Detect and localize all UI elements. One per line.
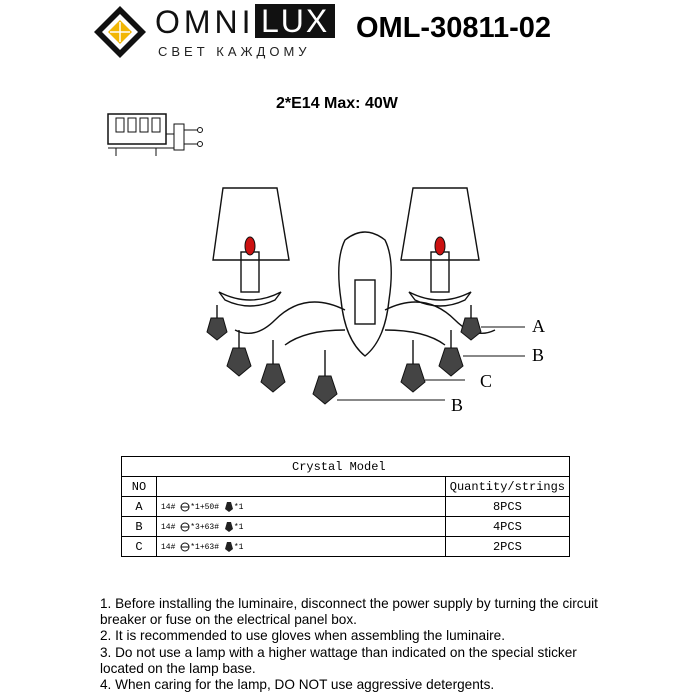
callout-b-lower: B	[451, 395, 464, 415]
model-post: *1	[233, 502, 244, 512]
model-mid: *1+63#	[190, 542, 220, 552]
pendant-crystal-icon	[224, 501, 234, 513]
row-qty: 4PCS	[445, 517, 569, 537]
row-model	[157, 537, 446, 557]
safety-instructions	[100, 596, 600, 693]
table-row	[122, 517, 570, 537]
model-pre: 14#	[161, 522, 176, 532]
brand-tagline: СВЕТ КАЖДОМУ	[158, 44, 311, 59]
table-header-row	[122, 477, 570, 497]
model-pre: 14#	[161, 502, 176, 512]
row-no: C	[122, 537, 157, 557]
table-title: Crystal Model	[122, 457, 570, 477]
row-qty: 8PCS	[445, 497, 569, 517]
wiring-schematic-icon	[106, 112, 206, 158]
model-pre: 14#	[161, 542, 176, 552]
row-no: B	[122, 517, 157, 537]
model-code: OML-30811-02	[356, 12, 552, 44]
instruction-item: 1. Before installing the luminaire, disconnect the power supply by turning the circuit breaker or fuse on the electrical panel box.	[100, 596, 598, 628]
callout-c: C	[480, 371, 493, 391]
instruction-item: 2. It is recommended to use gloves when assembling the luminaire.	[100, 628, 505, 644]
crystal-table	[121, 456, 570, 557]
column-header-no: NO	[122, 477, 157, 497]
brand-name-lux: LUX	[255, 4, 335, 38]
column-header-quantity: Quantity/strings	[445, 477, 569, 497]
row-no: A	[122, 497, 157, 517]
pendant-crystal-icon	[224, 541, 234, 553]
model-mid: *1+50#	[190, 502, 220, 512]
callout-b: B	[532, 345, 545, 365]
brand-name-omni: OMNI	[155, 4, 255, 40]
omnilux-logo-icon	[92, 4, 148, 60]
row-model	[157, 497, 446, 517]
round-bead-icon	[180, 501, 190, 513]
table-row	[122, 537, 570, 557]
round-bead-icon	[180, 541, 190, 553]
row-qty: 2PCS	[445, 537, 569, 557]
model-post: *1	[233, 542, 244, 552]
pendant-crystal-icon	[224, 521, 234, 533]
model-mid: *3+63#	[190, 522, 220, 532]
callout-a: A	[532, 316, 545, 336]
table-row	[122, 497, 570, 517]
power-spec: 2*E14 Max: 40W	[276, 95, 398, 112]
model-post: *1	[233, 522, 244, 532]
round-bead-icon	[180, 521, 190, 533]
instruction-item: 3. Do not use a lamp with a higher wattage than indicated on the special sticker located on the lamp base.	[100, 644, 577, 676]
table-title-row	[122, 457, 570, 477]
row-model	[157, 517, 446, 537]
wall-lamp-drawing	[195, 180, 555, 420]
instruction-item: 4. When caring for the lamp, DO NOT use aggressive detergents.	[100, 677, 495, 693]
column-header-model	[157, 477, 446, 497]
